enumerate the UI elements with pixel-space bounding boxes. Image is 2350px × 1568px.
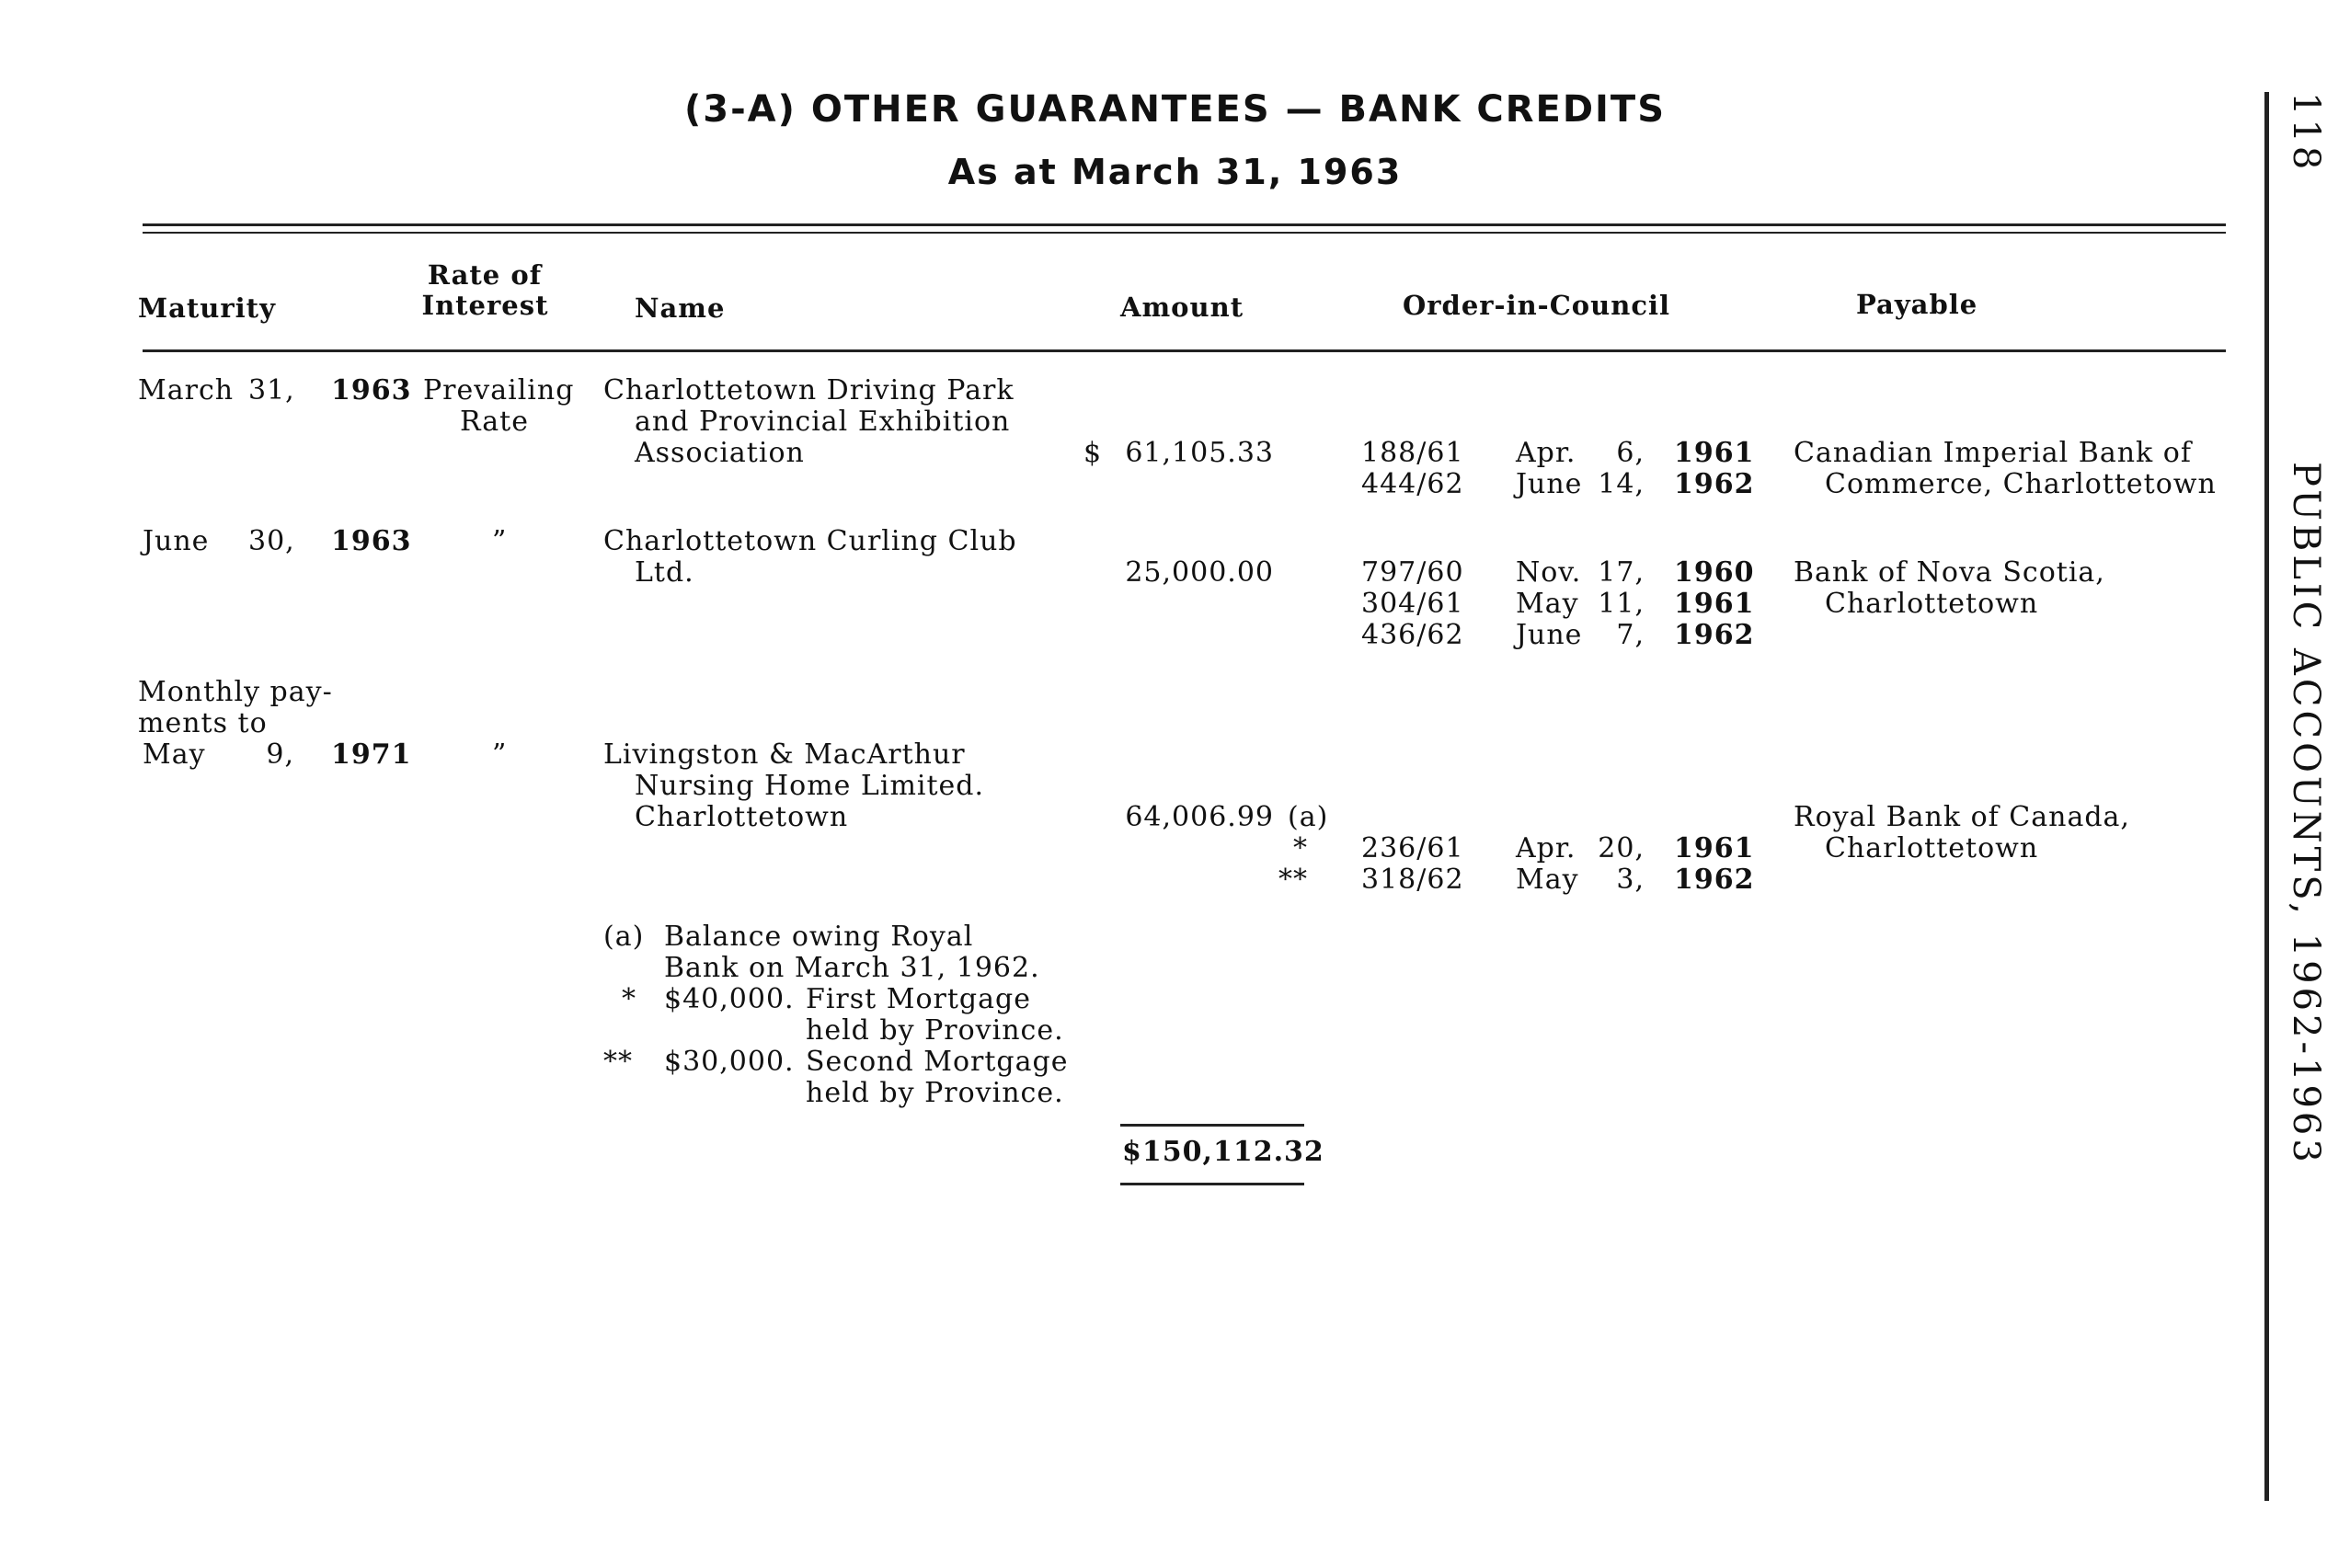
row2-oic-1-day: 17,	[1598, 556, 1645, 589]
row1-oic-1-number: 188/61	[1361, 437, 1464, 469]
header-name: Name	[635, 292, 726, 324]
row2-oic-3-number: 436/62	[1361, 619, 1464, 651]
top-rule-secondary	[143, 232, 2226, 234]
note-star-mark: *	[622, 983, 636, 1015]
row1-oic-2-day: 14,	[1598, 468, 1645, 500]
row1-currency: $	[1083, 437, 1103, 469]
row2-payable-line2: Charlottetown	[1825, 588, 2039, 620]
row2-name-line2: Ltd.	[635, 556, 694, 589]
row1-amount: 61,105.33	[1125, 437, 1274, 469]
header-order-in-council: Order-in-Council	[1403, 290, 1671, 321]
row1-oic-1-year: 1961	[1674, 437, 1755, 469]
row1-maturity-year: 1963	[331, 374, 412, 406]
row1-oic-2-number: 444/62	[1361, 468, 1464, 500]
row2-maturity-month: June	[143, 525, 210, 557]
row3-oic-2-mark: **	[1278, 864, 1308, 896]
row3-oic-1-month: Apr.	[1516, 832, 1576, 864]
row3-name-line1: Livingston & MacArthur	[603, 738, 966, 771]
note-a-line1: Balance owing Royal	[664, 921, 974, 953]
note-star-amount: $40,000.	[664, 983, 795, 1015]
page-number: 118	[2285, 92, 2327, 174]
row3-maturity-day: 9,	[266, 738, 294, 771]
row1-oic-2-month: June	[1516, 468, 1583, 500]
row3-name-line3: Charlottetown	[635, 801, 849, 833]
total-rule-top	[1120, 1124, 1304, 1127]
row2-rate-ditto: ”	[492, 525, 508, 557]
note-a-line2: Bank on March 31, 1962.	[664, 952, 1040, 984]
row2-oic-2-month: May	[1516, 588, 1579, 620]
row3-oic-2-year: 1962	[1674, 864, 1755, 896]
note-double-star-amount: $30,000.	[664, 1046, 795, 1078]
page-title: (3-A) OTHER GUARANTEES — BANK CREDITS	[683, 88, 1667, 131]
row3-maturity-month: May	[143, 738, 206, 771]
row3-rate-ditto: ”	[492, 738, 508, 771]
row3-payable-line1: Royal Bank of Canada,	[1794, 801, 2130, 833]
note-double-star-line1: Second Mortgage	[806, 1046, 1069, 1078]
note-a-mark: (a)	[603, 921, 645, 953]
row2-maturity-year: 1963	[331, 525, 412, 557]
row3-oic-1-number: 236/61	[1361, 832, 1464, 864]
row3-maturity-line2: ments to	[138, 707, 268, 739]
row3-oic-1-year: 1961	[1674, 832, 1755, 864]
note-double-star-mark: **	[603, 1046, 633, 1078]
row3-amount-note: (a)	[1288, 801, 1329, 833]
row3-oic-1-day: 20,	[1598, 832, 1645, 864]
header-rate-line1: Rate of	[427, 259, 543, 291]
row2-oic-1-year: 1960	[1674, 556, 1755, 589]
note-star-line1: First Mortgage	[806, 983, 1031, 1015]
total-rule-bottom	[1120, 1183, 1304, 1185]
header-payable: Payable	[1856, 289, 1978, 320]
row1-maturity-day: 31,	[248, 374, 295, 406]
row1-name-line2: and Provincial Exhibition	[635, 406, 1011, 438]
row1-payable-line1: Canadian Imperial Bank of	[1794, 437, 2192, 469]
row2-oic-2-day: 11,	[1598, 588, 1645, 620]
row2-amount: 25,000.00	[1125, 556, 1274, 589]
row1-oic-1-day: 6,	[1616, 437, 1645, 469]
row1-payable-line2: Commerce, Charlottetown	[1825, 468, 2217, 500]
row3-oic-2-number: 318/62	[1361, 864, 1464, 896]
row2-oic-3-year: 1962	[1674, 619, 1755, 651]
margin-vertical-rule	[2264, 92, 2269, 1501]
row1-rate-line1: Prevailing	[423, 374, 575, 406]
row1-name-line1: Charlottetown Driving Park	[603, 374, 1015, 406]
row3-name-line2: Nursing Home Limited.	[635, 770, 985, 802]
row3-payable-line2: Charlottetown	[1825, 832, 2039, 864]
row2-oic-1-number: 797/60	[1361, 556, 1464, 589]
row2-payable-line1: Bank of Nova Scotia,	[1794, 556, 2105, 589]
page-subtitle: As at March 31, 1963	[947, 152, 1403, 192]
row2-oic-1-month: Nov.	[1516, 556, 1582, 589]
row3-maturity-line1: Monthly pay-	[138, 676, 333, 708]
row3-amount: 64,006.99	[1125, 801, 1274, 833]
running-head: PUBLIC ACCOUNTS, 1962-1963	[2285, 462, 2327, 1166]
note-star-line2: held by Province.	[806, 1014, 1064, 1047]
header-rule	[143, 349, 2226, 352]
row3-oic-1-mark: *	[1293, 832, 1308, 864]
row2-name-line1: Charlottetown Curling Club	[603, 525, 1017, 557]
grand-total: $150,112.32	[1122, 1136, 1324, 1168]
row2-oic-2-number: 304/61	[1361, 588, 1464, 620]
row1-maturity-month: March	[138, 374, 235, 406]
note-double-star-line2: held by Province.	[806, 1077, 1064, 1109]
row1-oic-1-month: Apr.	[1516, 437, 1576, 469]
row3-maturity-year: 1971	[331, 738, 412, 771]
row1-oic-2-year: 1962	[1674, 468, 1755, 500]
top-rule	[143, 223, 2226, 226]
row2-oic-3-month: June	[1516, 619, 1583, 651]
row2-oic-3-day: 7,	[1616, 619, 1645, 651]
row3-oic-2-day: 3,	[1616, 864, 1645, 896]
row2-oic-2-year: 1961	[1674, 588, 1755, 620]
header-maturity: Maturity	[138, 292, 276, 324]
header-amount: Amount	[1120, 292, 1244, 323]
row1-name-line3: Association	[635, 437, 805, 469]
header-rate-line2: Interest	[421, 290, 549, 321]
row2-maturity-day: 30,	[248, 525, 295, 557]
row1-rate-line2: Rate	[460, 406, 529, 438]
row3-oic-2-month: May	[1516, 864, 1579, 896]
